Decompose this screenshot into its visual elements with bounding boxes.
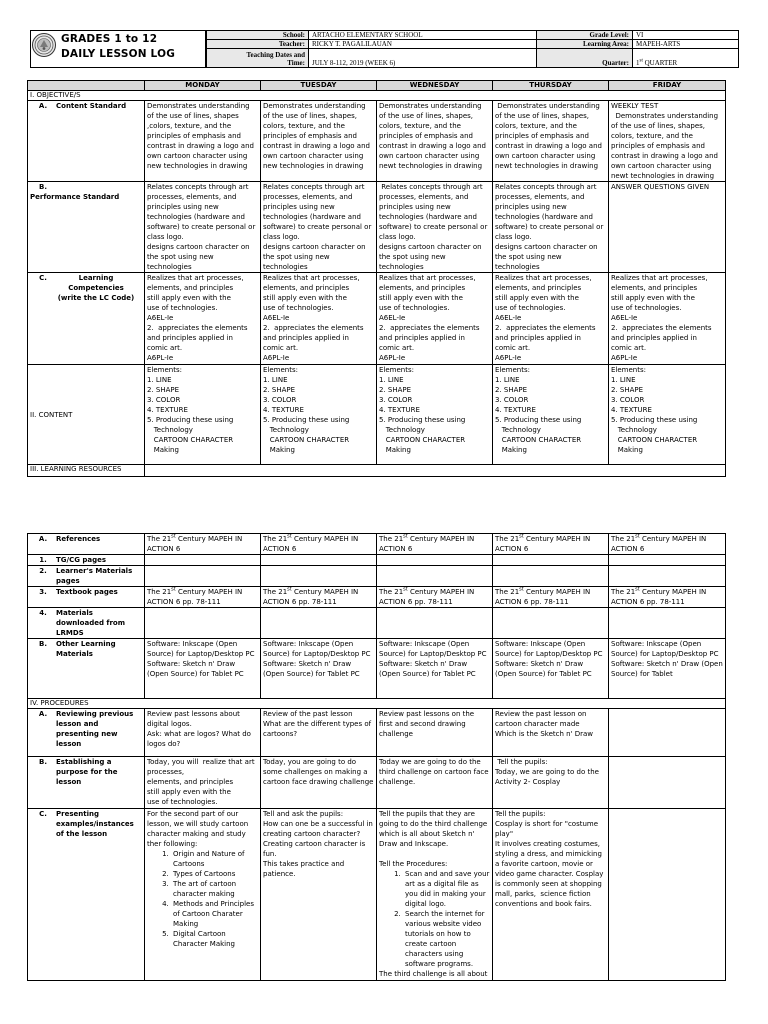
ref-text-rest: Century MAPEH IN ACTION 6: [495, 535, 591, 553]
performance-standard-thursday: Relates concepts through art processes, elements, and principles using new technologies (hardware and software) to create personal or class logo. designs cartoon character on the spot using new technologies: [493, 182, 609, 273]
list-item: 3. The art of cartoon character making: [171, 879, 258, 899]
tg-wednesday: [377, 555, 493, 566]
day-header-thursday: THURSDAY: [493, 81, 609, 91]
row-letter: C.: [39, 274, 47, 282]
tg-monday: [145, 555, 261, 566]
learning-competencies-label: [28, 273, 145, 365]
learning-resources-blank: [145, 465, 726, 477]
reviewing-monday: Review past lessons about digital logos. Ask: what are logos? What do logos do?: [145, 709, 261, 757]
section-procedures: IV. PROCEDURES: [28, 699, 726, 709]
quarter-word: QUARTER: [642, 59, 678, 67]
row-label: Performance Standard: [30, 193, 120, 201]
ref-text-rest: Century MAPEH IN ACTION 6: [379, 535, 475, 553]
performance-standard-wednesday: Relates concepts through art processes, elements, and principles using new technologies (hardware and software) to create personal or class logo. designs cartoon character on the spot using new technologies: [377, 182, 493, 273]
list-item: 1. Origin and Nature of Cartoons: [171, 849, 258, 869]
content-thursday: Elements: 1. LINE 2. SHAPE 3. COLOR 4. TEXTURE 5. Producing these using Technology CARTOON CHARACTER Making: [493, 365, 609, 465]
lm-wednesday: [377, 566, 493, 587]
tb-text: The 21: [611, 588, 636, 596]
other-materials-friday: Software: Inkscape (Open Source) for Laptop/Desktop PC Software: Sketch n' Draw (Open Source) for Tablet: [609, 639, 726, 699]
tb-sup: st: [635, 586, 640, 593]
list-item: 4. Methods and Principles of Cartoon Charater Making: [171, 899, 258, 929]
references-tuesday: [261, 534, 377, 555]
textbook-thursday: [493, 587, 609, 608]
row-label: Presenting examples/instances of the lesson: [56, 810, 134, 838]
row-label: References: [56, 535, 101, 543]
presenting-wednesday-outro: The third challenge is all about: [379, 970, 488, 978]
learning-area-label: Learning Area:: [537, 40, 633, 49]
tg-cg-pages-label: [28, 555, 145, 566]
content-monday: Elements: 1. LINE 2. SHAPE 3. COLOR 4. TEXTURE 5. Producing these using Technology CARTOON CHARACTER Making: [145, 365, 261, 465]
performance-standard-friday: ANSWER QUESTIONS GIVEN: [609, 182, 726, 273]
list-item: 1. Scan and and save your art as a digital file as you did in making your digital logo.: [403, 869, 490, 909]
corner-cell: [28, 81, 145, 91]
ref-sup: st: [519, 533, 524, 540]
references-label: [28, 534, 145, 555]
list-item: 2. Search the internet for various website video tutorials on how to create cartoon characters using software programs.: [403, 909, 490, 969]
ref-text: The 21: [379, 535, 404, 543]
textbook-wednesday: [377, 587, 493, 608]
lesson-log-table-page2: [27, 533, 726, 981]
performance-standard-monday: Relates concepts through art processes, elements, and principles using new technologies (hardware and software) to create personal or class logo. designs cartoon character on the spot using new technologies: [145, 182, 261, 273]
references-thursday: [493, 534, 609, 555]
ref-text: The 21: [263, 535, 288, 543]
reviewing-friday: [609, 709, 726, 757]
quarter-number: 1: [636, 59, 640, 67]
form-title-line1: GRADES 1 to 12: [61, 33, 158, 45]
tg-friday: [609, 555, 726, 566]
lrmds-monday: [145, 608, 261, 639]
learning-competencies-friday: Realizes that art processes, elements, and principles still apply even with the use of technologies. A6EL-Ie 2. appreciates the elements and principles applied in comic art. A6PL-Ie: [609, 273, 726, 365]
references-friday: [609, 534, 726, 555]
presenting-wednesday-intro: Tell the pupils that they are going to do the third challenge which is all about Sketch n' Draw and Inkscape. Tell the Procedures:: [379, 810, 488, 868]
quarter-label: Quarter:: [537, 49, 633, 68]
day-header-tuesday: TUESDAY: [261, 81, 377, 91]
row-number: 3.: [39, 588, 47, 596]
list-item: 2. Types of Cartoons: [171, 869, 258, 879]
content-standard-wednesday: Demonstrates understanding of the use of lines, shapes, colors, texture, and the principles of emphasis and contrast in drawing a logo and own cartoon character using newt technologies in drawing: [377, 101, 493, 182]
purpose-wednesday: Today we are going to do the third challenge on cartoon face challenge.: [377, 757, 493, 809]
presenting-monday-intro: For the second part of our lesson, we will study cartoon character making and study ther following:: [147, 810, 251, 848]
row-number: 2.: [39, 567, 47, 575]
lm-friday: [609, 566, 726, 587]
other-materials-thursday: Software: Inkscape (Open Source) for Laptop/Desktop PC Software: Sketch n' Draw (Open Source) for Tablet PC: [493, 639, 609, 699]
performance-standard-label: [28, 182, 145, 273]
teaching-dates-label-line1: Teaching Dates and: [246, 51, 305, 59]
row-label: Learner's Materials pages: [56, 567, 133, 585]
ref-text: The 21: [495, 535, 520, 543]
lesson-log-table-page1: [27, 80, 726, 477]
row-label: Textbook pages: [56, 588, 118, 596]
learning-competencies-wednesday: Realizes that art processes, elements, and principles still apply even with the use of technologies. A6EL-Ie 2. appreciates the elements and principles applied in comic art. A6PL-Ie: [377, 273, 493, 365]
row-letter: B.: [39, 758, 47, 766]
presenting-tuesday: Tell and ask the pupils: How can one be a successful in creating cartoon character? Creating cartoon character is fun. This takes practice and patience.: [261, 809, 377, 981]
content-standard-label: [28, 101, 145, 182]
section-content: II. CONTENT: [28, 365, 145, 465]
presenting-thursday: Tell the pupils: Cosplay is short for "costume play" It involves creating costumes, styling a dress, and mimicking a favorite cartoon, movie or video game character. Cosplay is commonly seen at shopping mall, parks, science fiction conventions and book fairs.: [493, 809, 609, 981]
tb-sup: st: [287, 586, 292, 593]
lm-tuesday: [261, 566, 377, 587]
purpose-monday: Today, you will realize that art processes, elements, and principles still apply even with the use of technologies.: [145, 757, 261, 809]
tb-text: The 21: [379, 588, 404, 596]
reviewing-tuesday: Review of the past lesson What are the different types of cartoons?: [261, 709, 377, 757]
presenting-monday: [145, 809, 261, 981]
ref-text-rest: Century MAPEH IN ACTION 6: [147, 535, 243, 553]
content-friday: Elements: 1. LINE 2. SHAPE 3. COLOR 4. TEXTURE 5. Producing these using Technology CARTOON CHARACTER Making: [609, 365, 726, 465]
lrmds-friday: [609, 608, 726, 639]
header-info-table: [206, 30, 739, 68]
textbook-tuesday: [261, 587, 377, 608]
row-label: Content Standard: [56, 102, 127, 110]
row-label: Other Learning Materials: [56, 640, 116, 658]
row-label: Reviewing previous lesson and presenting new lesson: [56, 710, 134, 748]
lm-monday: [145, 566, 261, 587]
learning-competencies-thursday: Realizes that art processes, elements, and principles still apply even with the use of technologies. A6EL-Ie 2. appreciates the elements and principles applied in comic art. A6PL-Ie: [493, 273, 609, 365]
row-number: 4.: [39, 609, 47, 617]
reviewing-thursday: Review the past lesson on cartoon character made Which is the Sketch n' Draw: [493, 709, 609, 757]
ref-sup: st: [287, 533, 292, 540]
tb-sup: st: [171, 586, 176, 593]
learning-competencies-tuesday: Realizes that art processes, elements, and principles still apply even with the use of technologies. A6EL-Ie 2. appreciates the elements and principles applied in comic art. A6PL-Ie: [261, 273, 377, 365]
section-learning-resources: III. LEARNING RESOURCES: [28, 465, 145, 477]
ref-text-rest: Century MAPEH IN ACTION 6: [263, 535, 359, 553]
purpose-tuesday: Today, you are going to do some challenges on making a cartoon face drawing challenge: [261, 757, 377, 809]
ref-sup: st: [171, 533, 176, 540]
row-letter: A.: [38, 102, 48, 110]
textbook-monday: [145, 587, 261, 608]
grade-level-label: Grade Level:: [537, 31, 633, 40]
teaching-dates-label-line2: Time:: [287, 59, 305, 67]
day-header-monday: MONDAY: [145, 81, 261, 91]
teaching-dates-value: JULY 8-112, 2019 (WEEK 6): [309, 49, 537, 68]
other-materials-monday: Software: Inkscape (Open Source) for Laptop/Desktop PC Software: Sketch n' Draw (Open Source) for Tablet PC: [145, 639, 261, 699]
teaching-dates-label: [207, 49, 309, 68]
school-label: School:: [207, 31, 309, 40]
presenting-monday-list: [147, 849, 258, 949]
tg-tuesday: [261, 555, 377, 566]
school-value: ARTACHO ELEMENTARY SCHOOL: [309, 31, 537, 40]
learning-competencies-monday: Realizes that art processes, elements, and principles still apply even with the use of technologies. A6EL-Ie 2. appreciates the elements and principles applied in comic art. A6PL-Ie: [145, 273, 261, 365]
learners-materials-label: [28, 566, 145, 587]
presenting-wednesday: [377, 809, 493, 981]
lm-thursday: [493, 566, 609, 587]
form-title-line2: DAILY LESSON LOG: [61, 48, 176, 60]
textbook-friday: [609, 587, 726, 608]
content-wednesday: Elements: 1. LINE 2. SHAPE 3. COLOR 4. TEXTURE 5. Producing these using Technology CARTOON CHARACTER Making: [377, 365, 493, 465]
presenting-label: [28, 809, 145, 981]
learning-area-value: MAPEH-ARTS: [633, 40, 739, 49]
tb-text: The 21: [263, 588, 288, 596]
reviewing-wednesday: Review past lessons on the first and second drawing challenge: [377, 709, 493, 757]
content-standard-friday: WEEKLY TEST Demonstrates understanding of the use of lines, shapes, colors, texture, and the principles of emphasis and contrast in drawing a logo and own cartoon character using newt technologies in drawing: [609, 101, 726, 182]
ref-text: The 21: [147, 535, 172, 543]
ref-text: The 21: [611, 535, 636, 543]
tb-sup: st: [519, 586, 524, 593]
row-label: Materials downloaded from LRMDS: [56, 609, 126, 637]
tb-text-rest: Century MAPEH IN ACTION 6 pp. 78-111: [147, 588, 243, 606]
tb-sup: st: [403, 586, 408, 593]
row-label: TG/CG pages: [56, 556, 107, 564]
references-monday: [145, 534, 261, 555]
quarter-value: [633, 49, 739, 68]
ref-sup: st: [635, 533, 640, 540]
textbook-pages-label: [28, 587, 145, 608]
tb-text-rest: Century MAPEH IN ACTION 6 pp. 78-111: [379, 588, 475, 606]
row-letter: A.: [38, 710, 48, 718]
row-label: Learning Competencies (write the LC Code): [57, 274, 135, 302]
performance-standard-tuesday: Relates concepts through art processes, elements, and principles using new technologies (hardware and software) to create personal or class logo. designs cartoon character on the spot using new technologies: [261, 182, 377, 273]
ref-sup: st: [403, 533, 408, 540]
purpose-label: [28, 757, 145, 809]
list-item: 5. Digital Cartoon Character Making: [171, 929, 258, 949]
tb-text-rest: Century MAPEH IN ACTION 6 pp. 78-111: [495, 588, 591, 606]
content-standard-monday: Demonstrates understanding of the use of lines, shapes ,colors, texture, and the principles of emphasis and contrast in drawing a logo and own cartoon character using new technologies in drawing: [145, 101, 261, 182]
reviewing-label: [28, 709, 145, 757]
row-letter: A.: [38, 535, 48, 543]
deped-seal-logo: [32, 33, 56, 57]
lrmds-label: [28, 608, 145, 639]
ref-text-rest: Century MAPEH IN ACTION 6: [611, 535, 707, 553]
tb-text-rest: Century MAPEH IN ACTION 6 pp. 78-111: [263, 588, 359, 606]
purpose-friday: [609, 757, 726, 809]
content-standard-tuesday: Demonstrates understanding of the use of lines, shapes, colors, texture, and the principles of emphasis and contrast in drawing a logo and own cartoon character using new technologies in drawing: [261, 101, 377, 182]
row-number: 1.: [39, 556, 47, 564]
row-letter: B.: [39, 183, 47, 191]
tb-text: The 21: [495, 588, 520, 596]
day-header-friday: FRIDAY: [609, 81, 726, 91]
day-header-wednesday: WEDNESDAY: [377, 81, 493, 91]
lrmds-wednesday: [377, 608, 493, 639]
tb-text: The 21: [147, 588, 172, 596]
tb-text-rest: Century MAPEH IN ACTION 6 pp. 78-111: [611, 588, 707, 606]
tg-thursday: [493, 555, 609, 566]
row-letter: B.: [39, 640, 47, 648]
other-materials-wednesday: Software: Inkscape (Open Source) for Laptop/Desktop PC Software: Sketch n' Draw (Open Source) for Tablet PC: [377, 639, 493, 699]
quarter-suffix: st: [639, 58, 643, 64]
presenting-friday: [609, 809, 726, 981]
teacher-value: RICKY T. PAGALILAUAN: [309, 40, 537, 49]
teacher-label: Teacher:: [207, 40, 309, 49]
row-label: Establishing a purpose for the lesson: [56, 758, 118, 786]
grade-level-value: VI: [633, 31, 739, 40]
references-wednesday: [377, 534, 493, 555]
other-materials-tuesday: Software: Inkscape (Open Source) for Laptop/Desktop PC Software: Sketch n' Draw (Open Source) for Tablet PC: [261, 639, 377, 699]
row-letter: C.: [39, 810, 47, 818]
lrmds-tuesday: [261, 608, 377, 639]
lrmds-thursday: [493, 608, 609, 639]
section-objectives: I. OBJECTIVE/S: [28, 91, 726, 101]
other-materials-label: [28, 639, 145, 699]
presenting-wednesday-list: [379, 869, 490, 969]
content-tuesday: Elements: 1. LINE 2. SHAPE 3. COLOR 4. TEXTURE 5. Producing these using Technology CARTOON CHARACTER Making: [261, 365, 377, 465]
content-standard-thursday: Demonstrates understanding of the use of lines, shapes, colors, texture, and the principles of emphasis and contrast in drawing a logo and own cartoon character using newt technologies in drawing: [493, 101, 609, 182]
purpose-thursday: Tell the pupils: Today, we are going to do the Activity 2- Cosplay: [493, 757, 609, 809]
